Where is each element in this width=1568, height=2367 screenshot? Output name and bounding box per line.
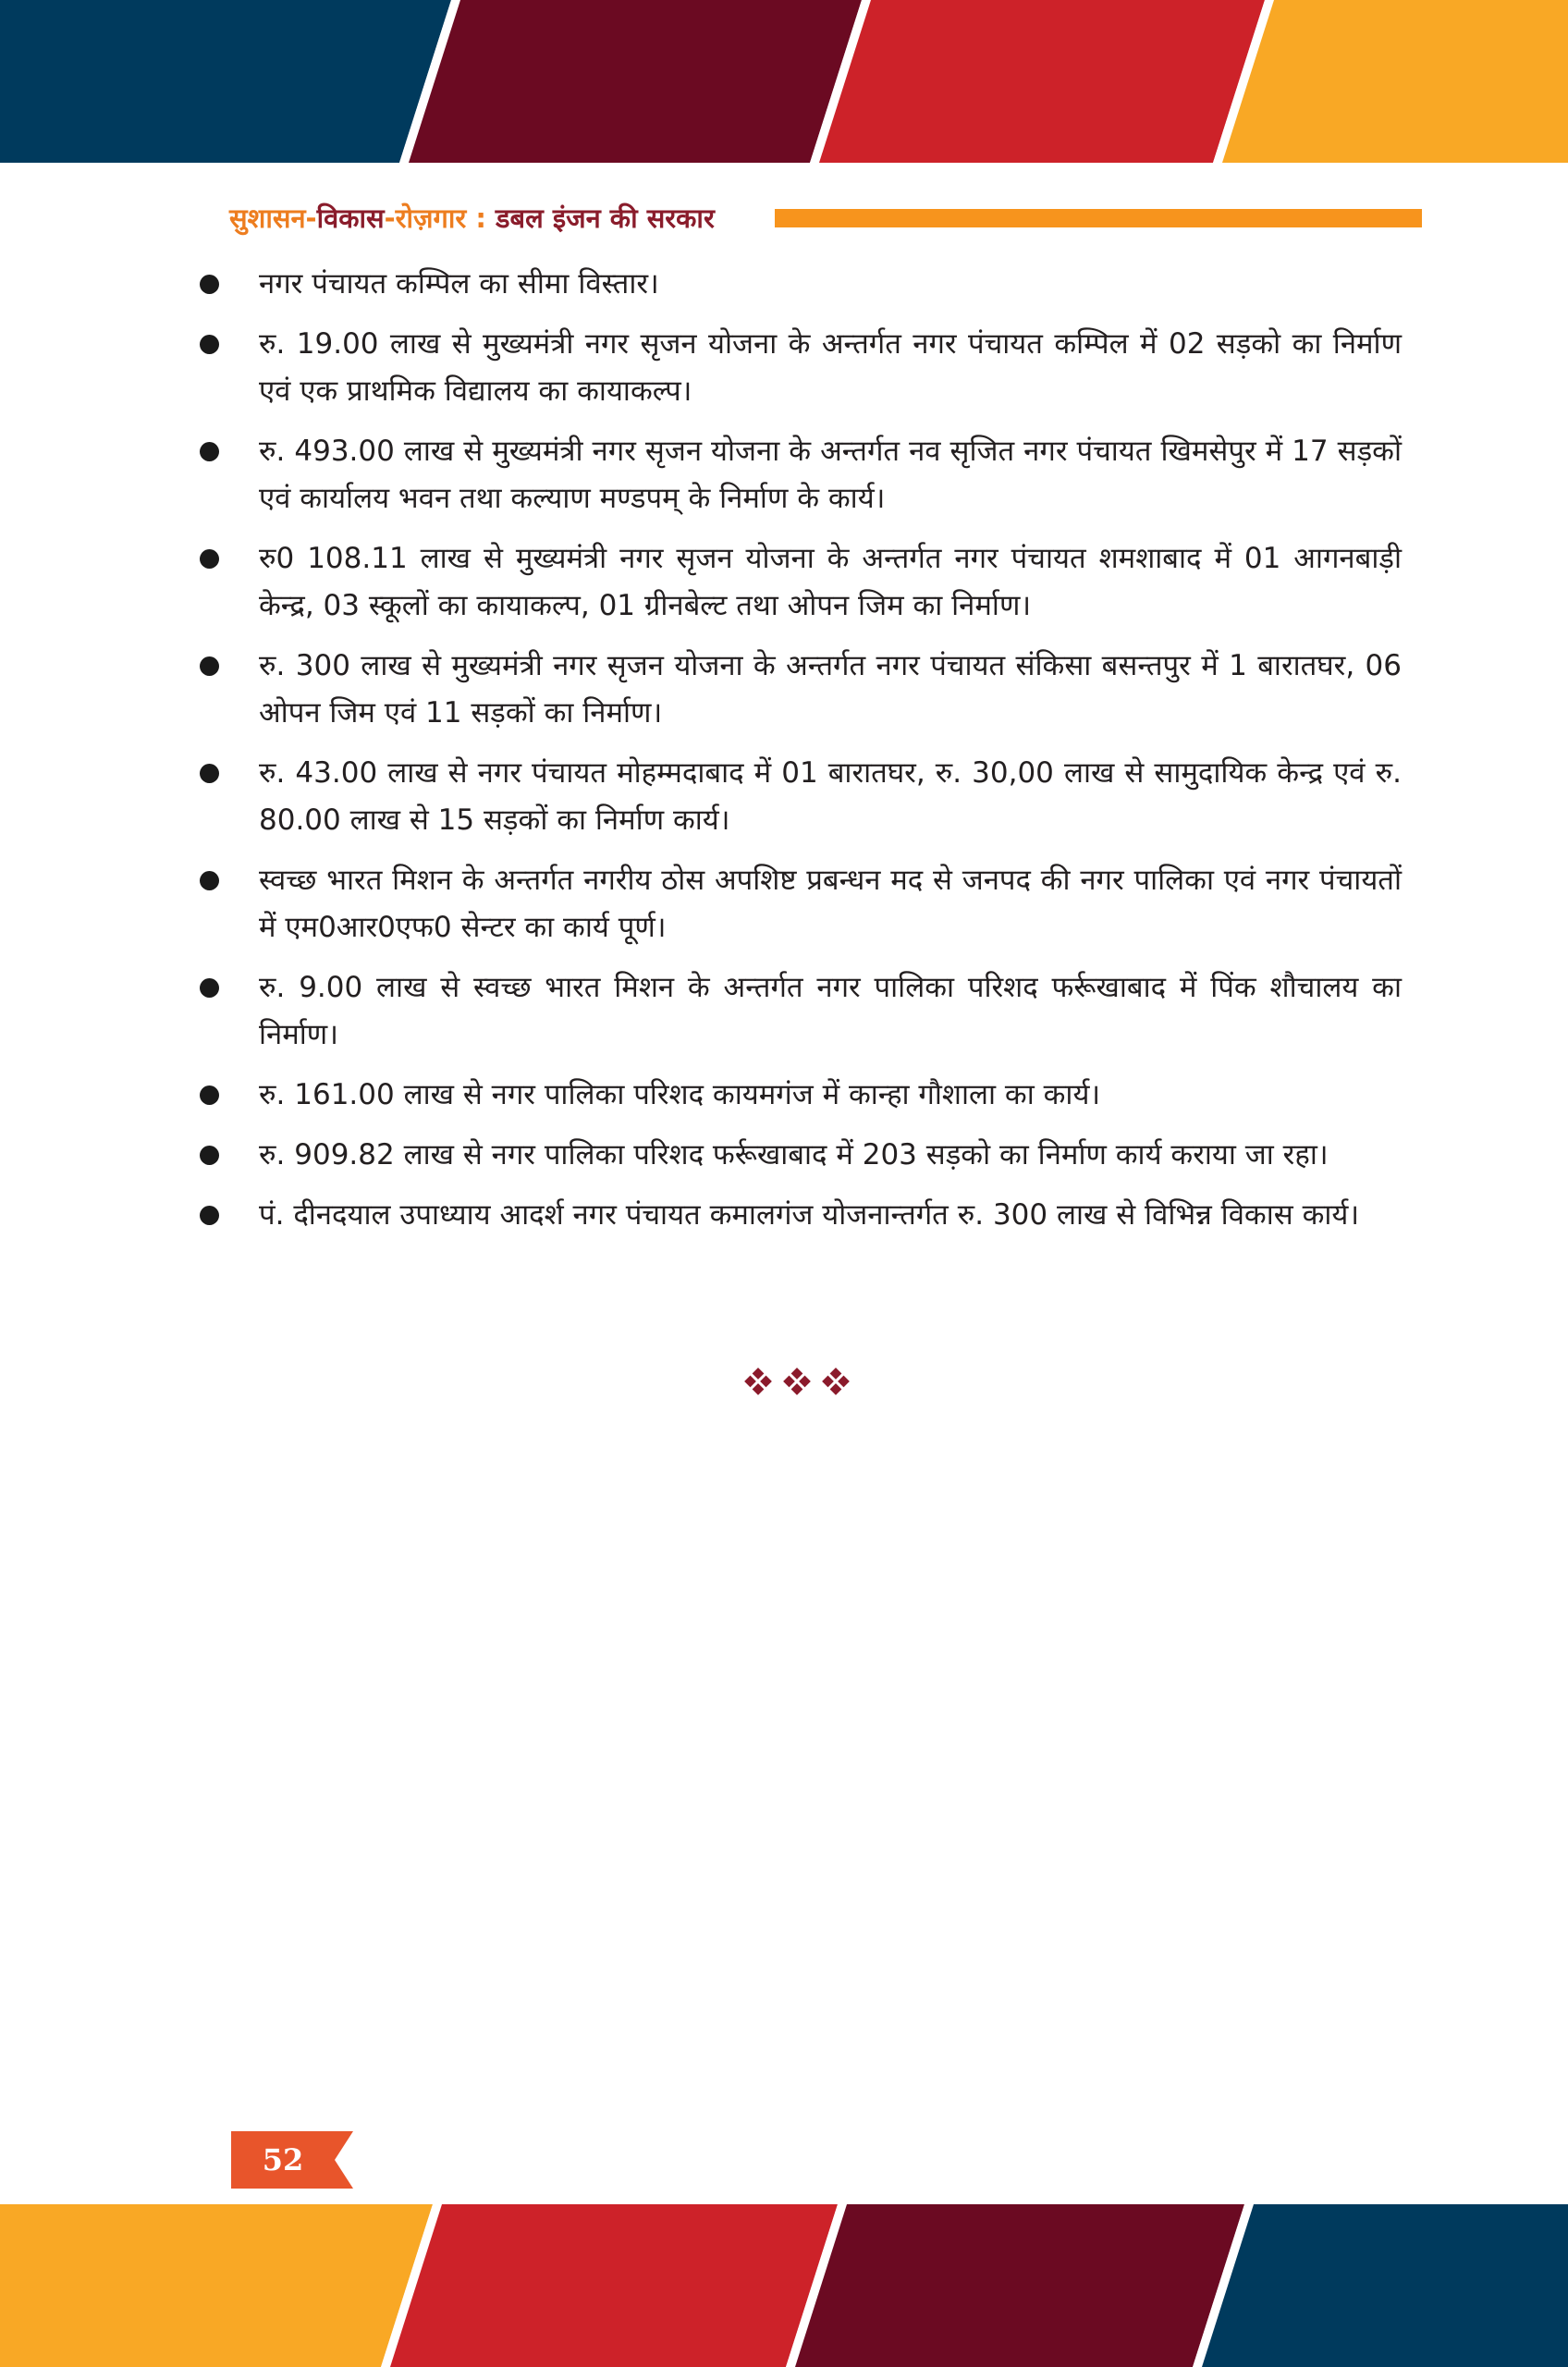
title-part-2: विकास	[316, 202, 385, 234]
title-part-4: डबल इंजन की सरकार	[496, 202, 715, 234]
list-item	[198, 964, 1402, 1059]
bullet-icon	[200, 871, 219, 890]
list-item	[198, 261, 1402, 308]
list-item	[198, 1192, 1402, 1239]
list-item-text: रु0 108.11 लाख से मुख्यमंत्री नगर सृजन योजना के अन्तर्गत नगर पंचायत शमशाबाद में 01 आगनबाड़ी केन्द्र, 03 स्कूलों का कायाकल्प, 01 ग्रीनबेल्ट तथा ओपन जिम का निर्माण।	[259, 542, 1402, 622]
bullet-icon	[200, 764, 219, 783]
list-item-text: रु. 493.00 लाख से मुख्यमंत्री नगर सृजन योजना के अन्तर्गत नव सृजित नगर पंचायत खिमसेपुर में 17 सड़कों एवं कार्यालय भवन तथा कल्याण मण्डपम् के निर्माण के कार्य।	[259, 435, 1402, 515]
running-title	[229, 200, 715, 237]
bullet-icon	[200, 549, 219, 569]
list-item-text: रु. 19.00 लाख से मुख्यमंत्री नगर सृजन योजना के अन्तर्गत नगर पंचायत कम्पिल में 02 सड़को का निर्माण एवं एक प्राथमिक विद्यालय का कायाकल्प।	[259, 327, 1402, 408]
bullet-icon	[200, 1085, 219, 1105]
title-part-3: -रोज़गार :	[384, 202, 496, 234]
list-item	[198, 1072, 1402, 1119]
page-number: 52	[262, 2142, 304, 2177]
running-header	[229, 196, 1422, 244]
list-item	[198, 535, 1402, 630]
title-part-1: सुशासन-	[229, 202, 317, 234]
header-rule	[775, 209, 1422, 227]
bullet-icon	[200, 656, 219, 676]
list-item	[198, 857, 1402, 951]
list-item	[198, 321, 1402, 415]
bullet-icon	[200, 275, 219, 294]
list-item-text: स्वच्छ भारत मिशन के अन्तर्गत नगरीय ठोस अपशिष्ट प्रबन्धन मद से जनपद की नगर पालिका एवं नगर पंचायतों में एम0आर0एफ0 सेन्टर का कार्य पूर्ण।	[259, 864, 1402, 944]
list-item-text: रु. 300 लाख से मुख्यमंत्री नगर सृजन योजना के अन्तर्गत नगर पंचायत संकिसा बसन्तपुर में 1 बारातघर, 06 ओपन जिम एवं 11 सड़कों का निर्माण।	[259, 649, 1402, 730]
list-item	[198, 428, 1402, 522]
bottom-color-band	[0, 2204, 1568, 2367]
list-item-text: नगर पंचायत कम्पिल का सीमा विस्तार।	[259, 267, 659, 300]
list-item	[198, 750, 1402, 844]
bullet-icon	[200, 335, 219, 354]
list-item-text: रु. 909.82 लाख से नगर पालिका परिशद फर्रूखाबाद में 203 सड़को का निर्माण कार्य कराया जा रहा।	[259, 1138, 1329, 1171]
top-color-band	[0, 0, 1568, 163]
bullet-icon	[200, 1146, 219, 1165]
bullet-icon	[200, 1206, 219, 1225]
bullet-list	[198, 261, 1402, 1252]
list-item	[198, 643, 1402, 737]
bullet-icon	[200, 978, 219, 998]
list-item-text: रु. 9.00 लाख से स्वच्छ भारत मिशन के अन्तर्गत नगर पालिका परिशद फर्रूखाबाद में पिंक शौचालय का निर्माण।	[259, 971, 1402, 1051]
bullet-icon	[200, 442, 219, 461]
list-item-text: रु. 161.00 लाख से नगर पालिका परिशद कायमगंज में कान्हा गौशाला का कार्य।	[259, 1078, 1101, 1111]
list-item-text: रु. 43.00 लाख से नगर पंचायत मोहम्मदाबाद में 01 बारातघर, रु. 30,00 लाख से सामुदायिक केन्द्र एवं रु. 80.00 लाख से 15 सड़कों का निर्माण कार्य।	[259, 756, 1402, 837]
list-item	[198, 1132, 1402, 1179]
section-end-ornament-icon	[740, 1363, 854, 1400]
list-item-text: पं. दीनदयाल उपाध्याय आदर्श नगर पंचायत कमालगंज योजनान्तर्गत रु. 300 लाख से विभिन्न विकास कार्य।	[259, 1198, 1360, 1232]
